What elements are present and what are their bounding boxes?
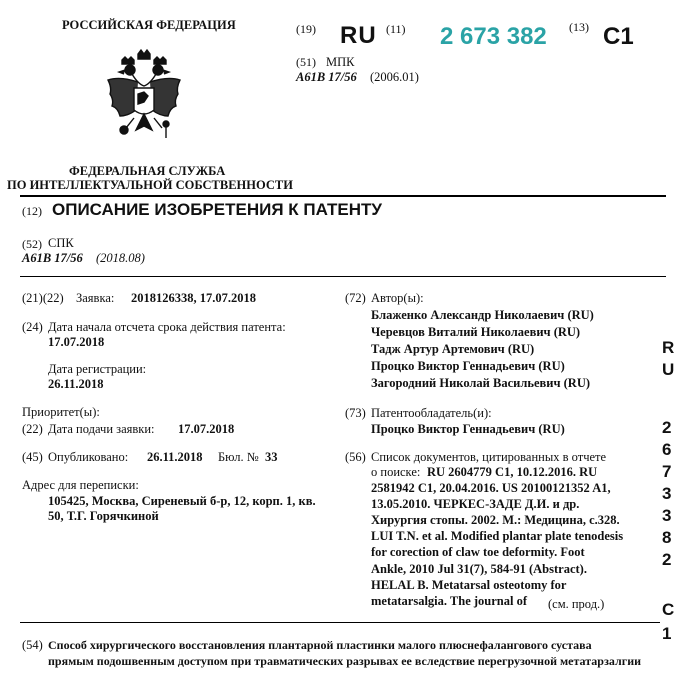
address-line: 50, Т.Г. Горячкиной <box>48 509 159 523</box>
priority-label: Приоритет(ы): <box>22 405 100 419</box>
refs-search-label: о поиске: <box>371 465 421 479</box>
address-line: 105425, Москва, Сиреневый б-р, 12, корп. 1, кв. <box>48 494 316 508</box>
refs-line-last: metatarsalgia. The journal of <box>371 594 528 608</box>
rule-top <box>20 195 666 197</box>
spk-class: A61B 17/56 <box>22 251 83 265</box>
bulletin-label: Бюл. № <box>218 450 259 464</box>
author-item: Черевцов Виталий Николаевич (RU) <box>371 325 581 339</box>
side-char: 6 <box>662 440 672 459</box>
owner-code: (73) <box>345 406 366 420</box>
refs-line: 2581942 C1, 20.04.2016. US 20100121352 A1, <box>371 481 611 495</box>
coat-of-arms-emblem <box>100 48 188 152</box>
application-code: (21)(22) <box>22 291 64 305</box>
rule-bottom <box>20 622 660 623</box>
authors-code: (72) <box>345 291 366 305</box>
title-code: (12) <box>22 204 42 218</box>
author-item: Тадж Артур Артемович (RU) <box>371 342 535 356</box>
side-char: U <box>662 360 675 379</box>
registration-value: 26.11.2018 <box>48 377 104 391</box>
side-char: 3 <box>662 506 672 525</box>
term-start-code: (24) <box>22 320 43 334</box>
code-51: (51) <box>296 55 316 69</box>
filing-code: (22) <box>22 422 43 436</box>
spk-year: (2018.08) <box>96 251 145 265</box>
rule-middle <box>20 276 666 277</box>
refs-line: for corection of claw toe deformity. Foot <box>371 545 585 559</box>
side-char: 8 <box>662 528 672 547</box>
code-19: (19) <box>296 22 316 36</box>
term-start-value: 17.07.2018 <box>48 335 105 349</box>
side-char: 7 <box>662 462 672 481</box>
address-label: Адрес для переписки: <box>22 478 139 492</box>
published-label: Опубликовано: <box>48 450 129 464</box>
side-char: 1 <box>662 624 672 643</box>
published-code: (45) <box>22 450 43 464</box>
application-value: 2018126338, 17.07.2018 <box>131 291 256 305</box>
document-title: ОПИСАНИЕ ИЗОБРЕТЕНИЯ К ПАТЕНТУ <box>52 200 382 219</box>
refs-line: LUI T.N. et al. Modified plantar plate tenodesis <box>371 529 624 543</box>
refs-label: Список документов, цитированных в отчете <box>371 450 607 464</box>
published-date: 26.11.2018 <box>147 450 203 464</box>
author-item: Загородний Николай Васильевич (RU) <box>371 376 591 390</box>
filing-label: Дата подачи заявки: <box>48 422 155 436</box>
term-start-label: Дата начала отсчета срока действия патента: <box>48 320 286 334</box>
owner-label: Патентообладатель(и): <box>371 406 492 420</box>
refs-line-first: RU 2604779 C1, 10.12.2016. RU <box>427 465 598 479</box>
country-name: РОССИЙСКАЯ ФЕДЕРАЦИЯ <box>62 18 236 32</box>
mpk-label: МПК <box>326 55 355 69</box>
patent-number: 2 673 382 <box>440 23 547 50</box>
side-char: C <box>662 600 675 619</box>
bulletin-number: 33 <box>265 450 278 464</box>
owner-name: Процко Виктор Геннадьевич (RU) <box>371 422 565 436</box>
spk-label: СПК <box>48 236 74 250</box>
application-label: Заявка: <box>76 291 115 305</box>
author-item: Блаженко Александр Николаевич (RU) <box>371 308 594 322</box>
country-code: RU <box>340 22 377 49</box>
refs-line: Ankle, 2010 Jul 31(7), 584-91 (Abstract). <box>371 562 587 576</box>
refs-code: (56) <box>345 450 366 464</box>
author-item: Процко Виктор Геннадьевич (RU) <box>371 359 565 373</box>
refs-line: HELAL B. Metatarsal osteotomy for <box>371 578 567 592</box>
abstract-line-1: Способ хирургического восстановления плантарной пластинки малого плюснефалангового сустава <box>48 638 592 652</box>
abstract-line-2: прямым подошвенным доступом при травматических разрывах ее вследствие перегрузочной метатарзалгии <box>48 654 642 668</box>
mpk-year: (2006.01) <box>370 70 419 84</box>
filing-value: 17.07.2018 <box>178 422 235 436</box>
refs-line: Хирургия стопы. 2002. М.: Медицина, с.328. <box>371 513 620 527</box>
registration-label: Дата регистрации: <box>48 362 147 376</box>
agency-line-1: ФЕДЕРАЛЬНАЯ СЛУЖБА <box>69 164 226 178</box>
mpk-class: A61B 17/56 <box>296 70 357 84</box>
code-11: (11) <box>386 22 406 36</box>
side-char: 2 <box>662 550 672 569</box>
kind-code: C1 <box>603 23 634 50</box>
spk-code: (52) <box>22 237 42 251</box>
refs-continued: (см. прод.) <box>548 597 605 611</box>
side-char: 3 <box>662 484 672 503</box>
agency-line-2: ПО ИНТЕЛЛЕКТУАЛЬНОЙ СОБСТВЕННОСТИ <box>7 178 293 192</box>
abstract-code: (54) <box>22 638 43 652</box>
side-char: R <box>662 338 675 357</box>
code-13: (13) <box>569 20 589 34</box>
authors-label: Автор(ы): <box>371 291 424 305</box>
side-char: 2 <box>662 418 672 437</box>
refs-line: 13.05.2010. ЧЕРКЕС-ЗАДЕ Д.И. и др. <box>371 497 580 511</box>
